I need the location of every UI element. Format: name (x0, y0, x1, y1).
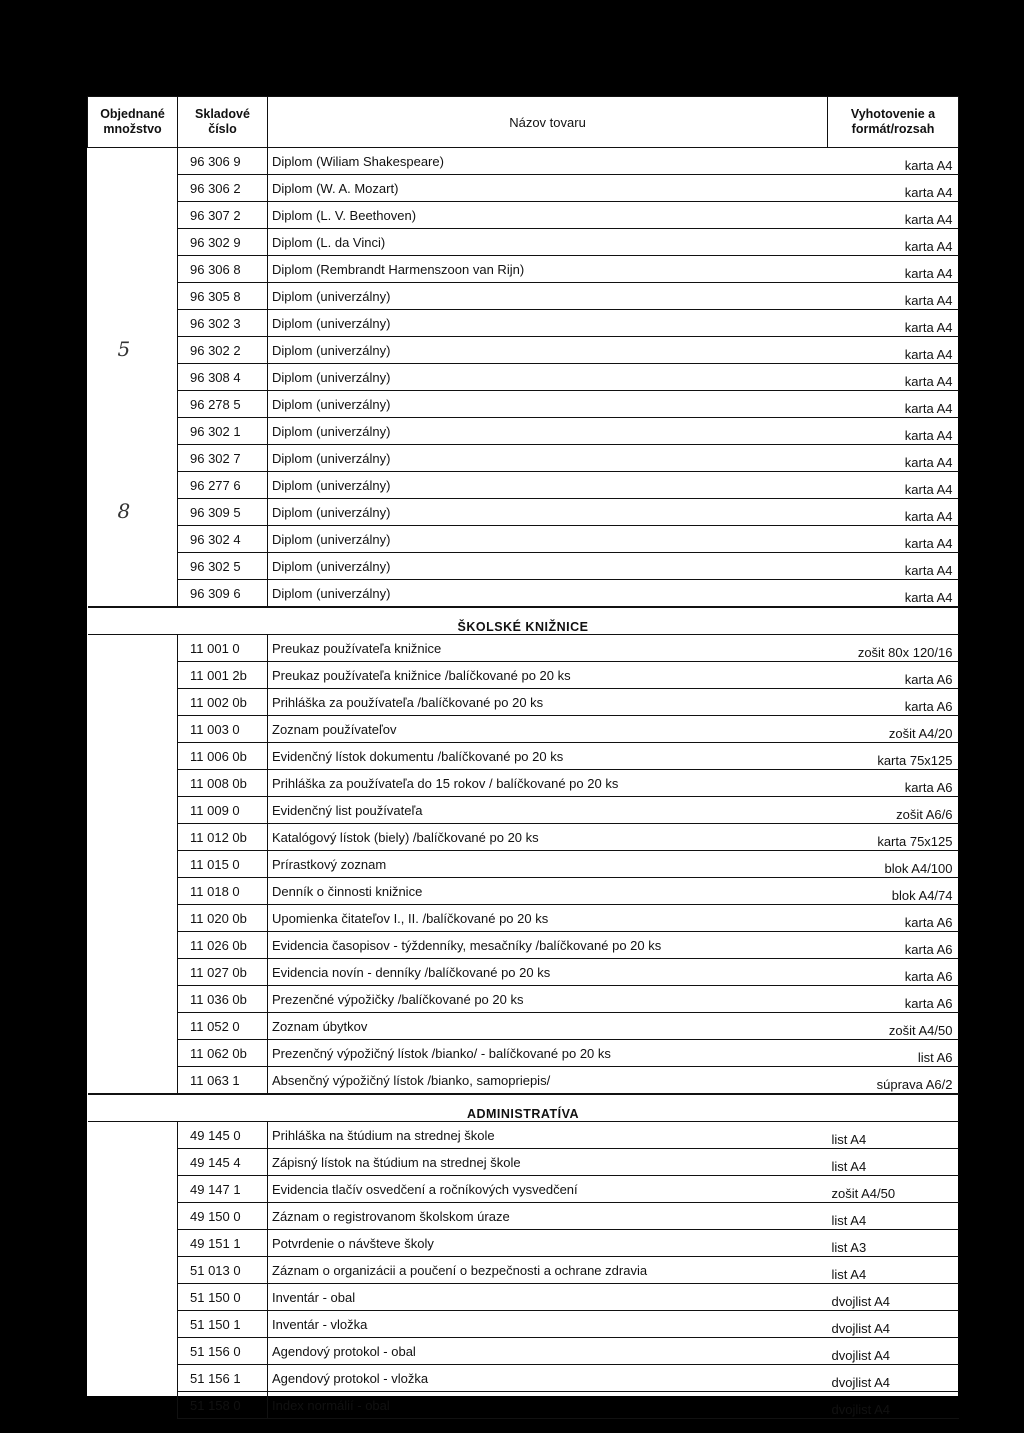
table-row (88, 1203, 959, 1230)
table-row (88, 905, 959, 932)
product-name: Evidenčný lístok dokumentu /balíčkované po 20 ks (268, 743, 828, 770)
table-row (88, 1338, 959, 1365)
format-value: list A6 (828, 1040, 959, 1067)
stock-number: 96 302 3 (178, 310, 268, 337)
table-row (88, 1149, 959, 1176)
format-value: karta A4 (828, 256, 959, 283)
header-code: Skladové číslo (178, 97, 268, 148)
table-row (88, 337, 959, 364)
section-header-row (88, 607, 959, 635)
product-name: Preukaz používateľa knižnice /balíčkované po 20 ks (268, 662, 828, 689)
format-value: dvojlist A4 (828, 1338, 959, 1365)
format-value: karta 75x125 (828, 824, 959, 851)
quantity-cell[interactable] (88, 986, 178, 1013)
table-row (88, 851, 959, 878)
format-value: karta A4 (828, 202, 959, 229)
stock-number: 51 013 0 (178, 1257, 268, 1284)
table-row (88, 662, 959, 689)
quantity-cell[interactable] (88, 959, 178, 986)
product-name: Zoznam používateľov (268, 716, 828, 743)
table-row (88, 959, 959, 986)
table-header (88, 97, 959, 148)
quantity-cell[interactable] (88, 743, 178, 770)
quantity-cell[interactable] (88, 472, 178, 499)
table-row (88, 391, 959, 418)
stock-number: 49 147 1 (178, 1176, 268, 1203)
stock-number: 96 277 6 (178, 472, 268, 499)
product-name: Zápisný lístok na štúdium na strednej škole (268, 1149, 828, 1176)
stock-number: 49 145 4 (178, 1149, 268, 1176)
quantity-cell[interactable] (88, 1230, 178, 1257)
product-name: Prihláška za používateľa do 15 rokov / balíčkované po 20 ks (268, 770, 828, 797)
table-row (88, 1122, 959, 1149)
table-row (88, 1311, 959, 1338)
section-school-libraries (88, 607, 959, 1094)
format-value: zošit A4/20 (828, 716, 959, 743)
product-name: Zoznam úbytkov (268, 1013, 828, 1040)
quantity-cell[interactable] (88, 932, 178, 959)
format-value: dvojlist A4 (828, 1365, 959, 1392)
table-row (88, 175, 959, 202)
stock-number: 49 150 0 (178, 1203, 268, 1230)
format-value: karta A4 (828, 283, 959, 310)
product-name: Upomienka čitateľov I., II. /balíčkované po 20 ks (268, 905, 828, 932)
product-name: Záznam o organizácii a poučení o bezpečnosti a ochrane zdravia (268, 1257, 828, 1284)
stock-number: 96 306 9 (178, 148, 268, 175)
product-name: Prezenčné výpožičky /balíčkované po 20 ks (268, 986, 828, 1013)
table-row (88, 499, 959, 526)
stock-number: 11 015 0 (178, 851, 268, 878)
quantity-cell[interactable] (88, 851, 178, 878)
format-value: list A4 (828, 1257, 959, 1284)
stock-number: 96 309 6 (178, 580, 268, 608)
stock-number: 11 062 0b (178, 1040, 268, 1067)
stock-number: 96 305 8 (178, 283, 268, 310)
product-name: Diplom (univerzálny) (268, 553, 828, 580)
quantity-cell[interactable] (88, 797, 178, 824)
table-row (88, 472, 959, 499)
stock-number: 96 278 5 (178, 391, 268, 418)
quantity-cell[interactable] (88, 1284, 178, 1311)
format-value: karta A4 (828, 499, 959, 526)
format-value: list A3 (828, 1230, 959, 1257)
table-row (88, 364, 959, 391)
product-name: Diplom (W. A. Mozart) (268, 175, 828, 202)
product-name: Prihláška na štúdium na strednej škole (268, 1122, 828, 1149)
format-value: karta A4 (828, 472, 959, 499)
stock-number: 96 302 1 (178, 418, 268, 445)
format-value: karta A6 (828, 932, 959, 959)
product-name: Diplom (univerzálny) (268, 391, 828, 418)
product-name: Diplom (univerzálny) (268, 418, 828, 445)
format-value: karta A6 (828, 905, 959, 932)
stock-number: 11 001 2b (178, 662, 268, 689)
product-name: Diplom (Rembrandt Harmenszoon van Rijn) (268, 256, 828, 283)
format-value: list A4 (828, 1203, 959, 1230)
product-name: Index normálií - obal (268, 1392, 828, 1419)
product-name: Agendový protokol - obal (268, 1338, 828, 1365)
product-name: Diplom (univerzálny) (268, 526, 828, 553)
quantity-cell[interactable] (88, 553, 178, 580)
stock-number: 49 145 0 (178, 1122, 268, 1149)
product-name: Diplom (Wiliam Shakespeare) (268, 148, 828, 175)
format-value: karta A4 (828, 445, 959, 472)
stock-number: 11 026 0b (178, 932, 268, 959)
stock-number: 96 306 2 (178, 175, 268, 202)
table-row (88, 1365, 959, 1392)
quantity-cell[interactable] (88, 283, 178, 310)
product-name: Diplom (univerzálny) (268, 283, 828, 310)
quantity-cell[interactable] (88, 1040, 178, 1067)
format-value: dvojlist A4 (828, 1311, 959, 1338)
table-row (88, 1067, 959, 1095)
product-name: Diplom (univerzálny) (268, 310, 828, 337)
quantity-cell[interactable] (88, 662, 178, 689)
table-row (88, 1257, 959, 1284)
quantity-cell[interactable] (88, 445, 178, 472)
table-row (88, 148, 959, 175)
table-row (88, 553, 959, 580)
stock-number: 11 036 0b (178, 986, 268, 1013)
format-value: karta A4 (828, 175, 959, 202)
stock-number: 11 008 0b (178, 770, 268, 797)
product-name: Inventár - vložka (268, 1311, 828, 1338)
quantity-cell[interactable] (88, 580, 178, 608)
format-value: dvojlist A4 (828, 1392, 959, 1419)
quantity-cell[interactable] (88, 716, 178, 743)
format-value: karta 75x125 (828, 743, 959, 770)
stock-number: 96 302 5 (178, 553, 268, 580)
product-name: Inventár - obal (268, 1284, 828, 1311)
product-name: Diplom (L. da Vinci) (268, 229, 828, 256)
quantity-cell[interactable] (88, 1365, 178, 1392)
stock-number: 49 151 1 (178, 1230, 268, 1257)
quantity-cell[interactable] (88, 1203, 178, 1230)
table-row (88, 1176, 959, 1203)
quantity-cell[interactable] (88, 905, 178, 932)
stock-number: 11 002 0b (178, 689, 268, 716)
table-row (88, 1040, 959, 1067)
quantity-cell[interactable] (88, 878, 178, 905)
product-name: Diplom (univerzálny) (268, 580, 828, 608)
stock-number: 96 302 9 (178, 229, 268, 256)
quantity-cell[interactable] (88, 1392, 178, 1419)
format-value: karta A4 (828, 391, 959, 418)
quantity-cell[interactable] (88, 499, 178, 526)
section-administration (88, 1094, 959, 1419)
format-value: blok A4/74 (828, 878, 959, 905)
section-title: ADMINISTRATÍVA (88, 1094, 959, 1122)
quantity-cell[interactable] (88, 526, 178, 553)
format-value: karta A6 (828, 959, 959, 986)
format-value: súprava A6/2 (828, 1067, 959, 1095)
format-value: karta A4 (828, 229, 959, 256)
quantity-cell[interactable] (88, 418, 178, 445)
quantity-cell[interactable] (88, 1067, 178, 1095)
stock-number: 11 012 0b (178, 824, 268, 851)
table-row (88, 418, 959, 445)
stock-number: 51 156 1 (178, 1365, 268, 1392)
table-row (88, 1230, 959, 1257)
stock-number: 96 302 4 (178, 526, 268, 553)
table-row (88, 716, 959, 743)
table-row (88, 824, 959, 851)
format-value: karta A4 (828, 148, 959, 175)
stock-number: 11 001 0 (178, 635, 268, 662)
stock-number: 11 027 0b (178, 959, 268, 986)
table-row (88, 526, 959, 553)
table-row (88, 635, 959, 662)
section-title: ŠKOLSKÉ KNIŽNICE (88, 607, 959, 635)
quantity-cell[interactable] (88, 1311, 178, 1338)
stock-number: 11 063 1 (178, 1067, 268, 1095)
section-header-row (88, 1094, 959, 1122)
format-value: blok A4/100 (828, 851, 959, 878)
quantity-cell[interactable] (88, 1149, 178, 1176)
table-row (88, 797, 959, 824)
quantity-cell[interactable] (88, 202, 178, 229)
table-row (88, 580, 959, 608)
quantity-cell[interactable] (88, 256, 178, 283)
product-name: Evidencia novín - denníky /balíčkované po 20 ks (268, 959, 828, 986)
format-value: karta A6 (828, 986, 959, 1013)
format-value: karta A4 (828, 364, 959, 391)
stock-number: 11 052 0 (178, 1013, 268, 1040)
quantity-cell[interactable] (88, 1338, 178, 1365)
stock-number: 96 302 7 (178, 445, 268, 472)
quantity-cell[interactable] (88, 391, 178, 418)
stock-number: 11 006 0b (178, 743, 268, 770)
quantity-cell[interactable] (88, 1176, 178, 1203)
stock-number: 51 150 1 (178, 1311, 268, 1338)
table-row (88, 202, 959, 229)
table-row (88, 1284, 959, 1311)
product-name: Evidenčný list používateľa (268, 797, 828, 824)
format-value: zošit A4/50 (828, 1176, 959, 1203)
quantity-cell[interactable] (88, 1122, 178, 1149)
table-row (88, 283, 959, 310)
table-row (88, 256, 959, 283)
stock-number: 96 307 2 (178, 202, 268, 229)
order-table (87, 96, 959, 1419)
table-row (88, 1392, 959, 1419)
quantity-cell[interactable] (88, 689, 178, 716)
header-qty: Objednané množstvo (88, 97, 178, 148)
quantity-cell[interactable] (88, 824, 178, 851)
quantity-cell[interactable] (88, 337, 178, 364)
table-row (88, 689, 959, 716)
stock-number: 11 018 0 (178, 878, 268, 905)
stock-number: 11 003 0 (178, 716, 268, 743)
format-value: karta A4 (828, 580, 959, 608)
diploma-rows (88, 148, 959, 608)
quantity-cell[interactable] (88, 229, 178, 256)
quantity-cell[interactable] (88, 635, 178, 662)
header-format: Vyhotovenie a formát/rozsah (828, 97, 959, 148)
product-name: Záznam o registrovanom školskom úraze (268, 1203, 828, 1230)
table-row (88, 932, 959, 959)
product-name: Evidencia tlačív osvedčení a ročníkových vysvedčení (268, 1176, 828, 1203)
table-row (88, 310, 959, 337)
table-row (88, 986, 959, 1013)
stock-number: 96 309 5 (178, 499, 268, 526)
table-row (88, 878, 959, 905)
header-name: Názov tovaru (268, 97, 828, 148)
product-name: Diplom (univerzálny) (268, 472, 828, 499)
stock-number: 51 150 0 (178, 1284, 268, 1311)
stock-number: 96 306 8 (178, 256, 268, 283)
table-row (88, 229, 959, 256)
stock-number: 51 158 0 (178, 1392, 268, 1419)
product-name: Prezenčný výpožičný lístok /bianko/ - balíčkované po 20 ks (268, 1040, 828, 1067)
format-value: karta A4 (828, 418, 959, 445)
format-value: dvojlist A4 (828, 1284, 959, 1311)
quantity-cell[interactable] (88, 1257, 178, 1284)
product-name: Absenčný výpožičný lístok /bianko, samopriepis/ (268, 1067, 828, 1095)
stock-number: 11 009 0 (178, 797, 268, 824)
product-name: Diplom (L. V. Beethoven) (268, 202, 828, 229)
product-name: Diplom (univerzálny) (268, 499, 828, 526)
format-value: list A4 (828, 1122, 959, 1149)
stock-number: 51 156 0 (178, 1338, 268, 1365)
format-value: karta A4 (828, 553, 959, 580)
quantity-cell[interactable] (88, 175, 178, 202)
product-name: Diplom (univerzálny) (268, 337, 828, 364)
format-value: karta A6 (828, 770, 959, 797)
format-value: list A4 (828, 1149, 959, 1176)
table-row (88, 770, 959, 797)
quantity-cell[interactable] (88, 364, 178, 391)
format-value: karta A6 (828, 689, 959, 716)
quantity-cell[interactable] (88, 148, 178, 175)
product-name: Preukaz používateľa knižnice (268, 635, 828, 662)
product-name: Katalógový lístok (biely) /balíčkované po 20 ks (268, 824, 828, 851)
format-value: karta A6 (828, 662, 959, 689)
product-name: Prírastkový zoznam (268, 851, 828, 878)
product-name: Diplom (univerzálny) (268, 445, 828, 472)
stock-number: 96 308 4 (178, 364, 268, 391)
quantity-cell[interactable] (88, 1013, 178, 1040)
quantity-cell[interactable] (88, 770, 178, 797)
format-value: zošit A6/6 (828, 797, 959, 824)
format-value: zošit 80x 120/16 (828, 635, 959, 662)
table-row (88, 1013, 959, 1040)
product-name: Agendový protokol - vložka (268, 1365, 828, 1392)
quantity-cell[interactable] (88, 310, 178, 337)
stock-number: 11 020 0b (178, 905, 268, 932)
order-form-sheet (87, 96, 958, 1417)
table-row (88, 445, 959, 472)
handwritten-quantity: 5 (117, 336, 131, 361)
format-value: zošit A4/50 (828, 1013, 959, 1040)
product-name: Prihláška za používateľa /balíčkované po 20 ks (268, 689, 828, 716)
product-name: Potvrdenie o návšteve školy (268, 1230, 828, 1257)
product-name: Evidencia časopisov - týždenníky, mesačníky /balíčkované po 20 ks (268, 932, 828, 959)
format-value: karta A4 (828, 337, 959, 364)
format-value: karta A4 (828, 310, 959, 337)
table-row (88, 743, 959, 770)
product-name: Diplom (univerzálny) (268, 364, 828, 391)
format-value: karta A4 (828, 526, 959, 553)
stock-number: 96 302 2 (178, 337, 268, 364)
product-name: Denník o činnosti knižnice (268, 878, 828, 905)
handwritten-quantity: 8 (117, 498, 131, 523)
